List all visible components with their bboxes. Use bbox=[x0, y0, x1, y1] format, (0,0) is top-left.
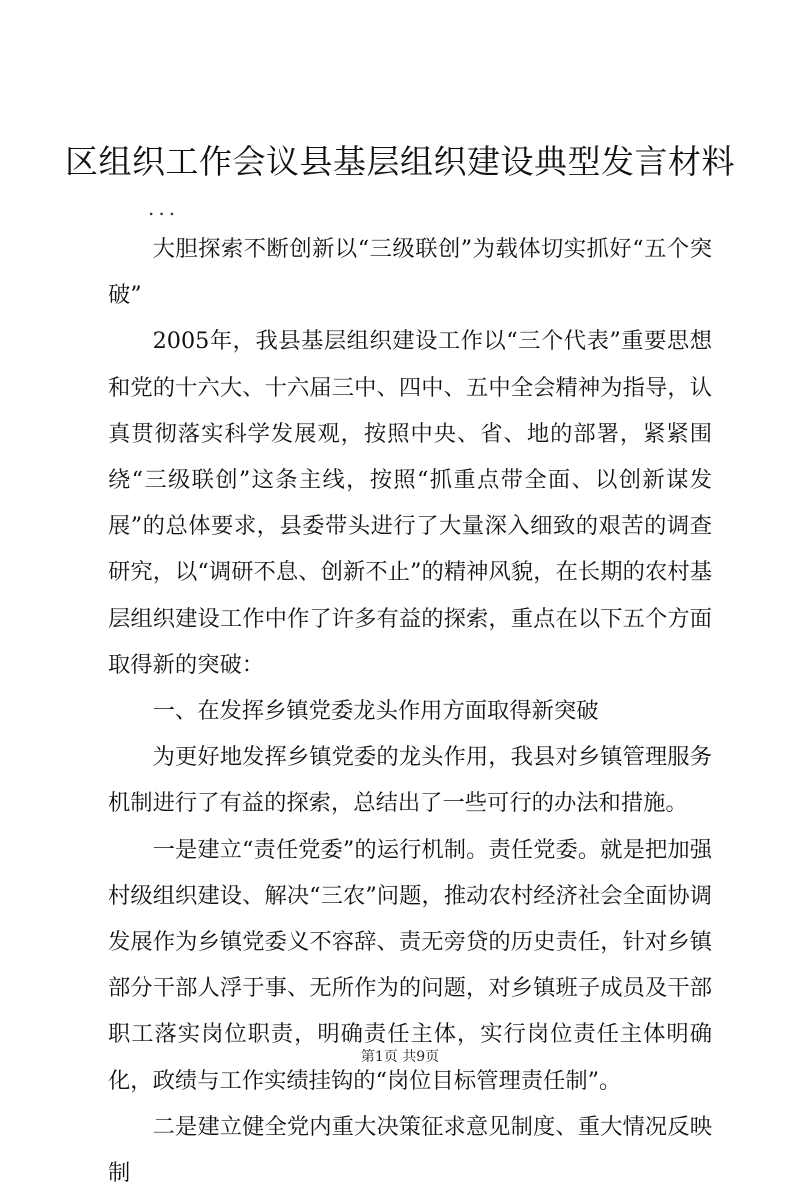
paragraph: 为更好地发挥乡镇党委的龙头作用，我县对乡镇管理服务机制进行了有益的探索，总结出了一些可行的办法和措施。 bbox=[108, 744, 712, 817]
section-heading: 一、在发挥乡镇党委龙头作用方面取得新突破 bbox=[152, 698, 599, 725]
paragraph: 大胆探索不断创新以“三级联创”为载体切实抓好“五个突破” bbox=[108, 236, 712, 309]
page-footer: 第1页 共9页 bbox=[360, 1049, 440, 1065]
document-title: 区组织工作会议县基层组织建设典型发言材料 bbox=[65, 142, 735, 181]
ellipsis-text: ... bbox=[148, 196, 180, 220]
paragraph: 二是建立健全党内重大决策征求意见制度、重大情况反映制 bbox=[108, 1113, 712, 1187]
paragraph: 一是建立“责任党委”的运行机制。责任党委。就是把加强村级组织建设、解决“三农”问题，推动农村经济社会全面协调发展作为乡镇党委义不容辞、责无旁贷的历史责任，针对乡镇部分干部人浮于事、无所作为的问题，对乡镇班子成员及干部职工落实岗位职责，明确责任主体，实行岗位责任主体明确化，政绩与工作实绩挂钩的“岗位目标管理责任制”。 bbox=[108, 836, 712, 1094]
paragraph: 2005年，我县基层组织建设工作以“三个代表”重要思想和党的十六大、十六届三中、四中、五中全会精神为指导，认真贯彻落实科学发展观，按照中央、省、地的部署，紧紧围绕“三级联创”这条主线，按照“抓重点带全面、以创新谋发展”的总体要求，县委带头进行了大量深入细致的艰苦的调查研究，以“调研不息、创新不止”的精神风貌，在长期的农村基层组织建设工作中作了许多有益的探索，重点在以下五个方面取得新的突破： bbox=[108, 328, 712, 678]
